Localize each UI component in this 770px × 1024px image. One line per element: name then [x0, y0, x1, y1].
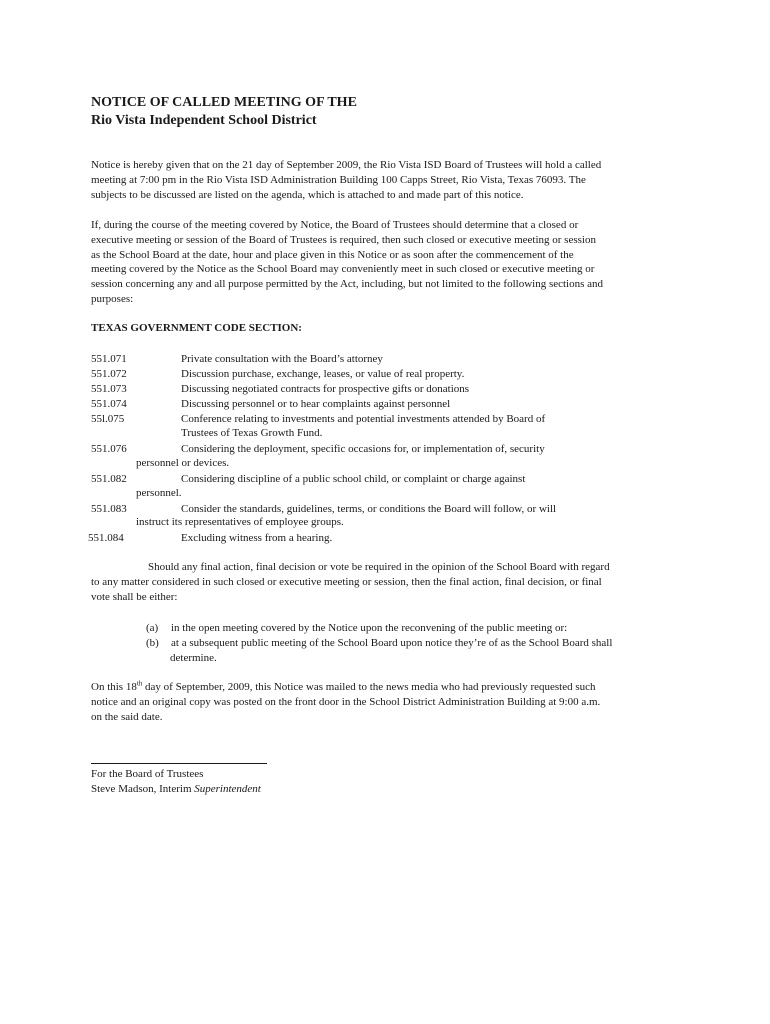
- notice-paragraph: [91, 158, 691, 202]
- section-desc-continued: personnel.: [136, 487, 182, 499]
- text-fragment: On this 18: [91, 681, 137, 693]
- section-desc: Consider the standards, guidelines, terms, or conditions the Board will follow, or will: [181, 503, 557, 515]
- text-line: Should any final action, final decision or vote be required in the opinion of the School Board with regard: [148, 561, 610, 573]
- text-line: executive meeting or session of the Board of Trustees is required, then such closed or executive meeting or session: [91, 233, 596, 246]
- code-section-heading: TEXAS GOVERNMENT CODE SECTION:: [91, 322, 302, 334]
- section-desc-continued: instruct its representatives of employee groups.: [136, 516, 344, 528]
- section-code: 551.072: [91, 368, 127, 380]
- section-code: 55l.075: [91, 413, 125, 425]
- superscript: th: [136, 679, 143, 688]
- text-line: to any matter considered in such closed or executive meeting or session, then the final action, final decision, or final: [91, 575, 602, 588]
- signature-name: [91, 783, 261, 795]
- signature-for: For the Board of Trustees: [91, 768, 204, 780]
- mailing-paragraph: [91, 680, 691, 724]
- section-row: [91, 442, 651, 457]
- section-desc: Discussion purchase, exchange, leases, or value of real property.: [181, 368, 465, 380]
- option-b: [146, 636, 612, 651]
- section-row: [91, 472, 651, 487]
- text-line: [91, 680, 691, 695]
- text-line: meeting at 7:00 pm in the Rio Vista ISD Administration Building 100 Capps Street, Rio Vista, Texas 76093. The: [91, 173, 586, 186]
- section-code: 551.073: [91, 383, 127, 395]
- section-desc: Conference relating to investments and potential investments attended by Board of: [181, 413, 546, 425]
- closed-session-paragraph: [91, 218, 691, 307]
- option-label: (b): [146, 637, 159, 649]
- signer-name: Steve Madson, Interim: [91, 783, 195, 795]
- text-line: purposes:: [91, 292, 134, 305]
- section-code: 551.082: [91, 473, 127, 485]
- section-code: 551.083: [91, 503, 127, 515]
- final-action-paragraph: [91, 560, 691, 604]
- text-line: vote shall be either:: [91, 590, 178, 603]
- option-label: (a): [146, 622, 159, 634]
- section-row: [91, 502, 651, 517]
- section-row: [88, 531, 648, 546]
- section-desc: Discussing negotiated contracts for prospective gifts or donations: [181, 383, 470, 395]
- signature-line: [91, 763, 267, 764]
- option-text: at a subsequent public meeting of the School Board upon notice they’re of as the School Board shall: [171, 637, 613, 649]
- text-line: session concerning any and all purpose permitted by the Act, including, but not limited to the following sections and: [91, 278, 604, 291]
- option-text: in the open meeting covered by the Notice upon the reconvening of the public meeting or:: [171, 622, 568, 634]
- section-row: [91, 412, 651, 427]
- section-desc: Considering the deployment, specific occasions for, or implementation of, security: [181, 443, 545, 455]
- text-line: Notice is hereby given that on the 21 day of September 2009, the Rio Vista ISD Board of Trustees will hold a called: [91, 159, 602, 171]
- text-line: as the School Board at the date, hour and place given in this Notice or as soon after the commencement of the: [91, 248, 574, 261]
- section-desc: Excluding witness from a hearing.: [181, 532, 333, 544]
- text-line: notice and an original copy was posted on the front door in the School District Administration Building at 9:00 a.m.: [91, 695, 601, 708]
- section-code: 551.076: [91, 443, 127, 455]
- section-desc: Considering discipline of a public school child, or complaint or charge against: [181, 473, 526, 485]
- text-line: on the said date.: [91, 710, 163, 723]
- section-row: [91, 397, 651, 412]
- section-row: [91, 352, 651, 367]
- section-desc-continued: personnel or devices.: [136, 457, 230, 469]
- text-line: If, during the course of the meeting covered by Notice, the Board of Trustees should determine that a closed or: [91, 219, 579, 231]
- section-desc: Discussing personnel or to hear complaints against personnel: [181, 398, 451, 410]
- section-code: 551.084: [88, 532, 124, 544]
- text-fragment: day of September, 2009, this Notice was mailed to the news media who had previously requested such: [142, 681, 596, 693]
- text-line: meeting covered by the Notice as the School Board may conveniently meet in such closed or executive meeting or: [91, 263, 595, 276]
- section-code: 551.074: [91, 398, 127, 410]
- section-row: [91, 367, 651, 382]
- signer-role: Superintendent: [194, 783, 261, 795]
- option-b-continued: determine.: [170, 652, 217, 664]
- document-title: NOTICE OF CALLED MEETING OF THE: [91, 95, 357, 110]
- option-a: [146, 621, 567, 636]
- section-row: [91, 382, 651, 397]
- section-desc-continued: Trustees of Texas Growth Fund.: [181, 427, 323, 439]
- section-desc: Private consultation with the Board’s attorney: [181, 353, 383, 365]
- district-name: Rio Vista Independent School District: [91, 113, 317, 128]
- text-line: subjects to be discussed are listed on the agenda, which is attached to and made part of this notice.: [91, 188, 524, 201]
- section-code: 551.071: [91, 353, 127, 365]
